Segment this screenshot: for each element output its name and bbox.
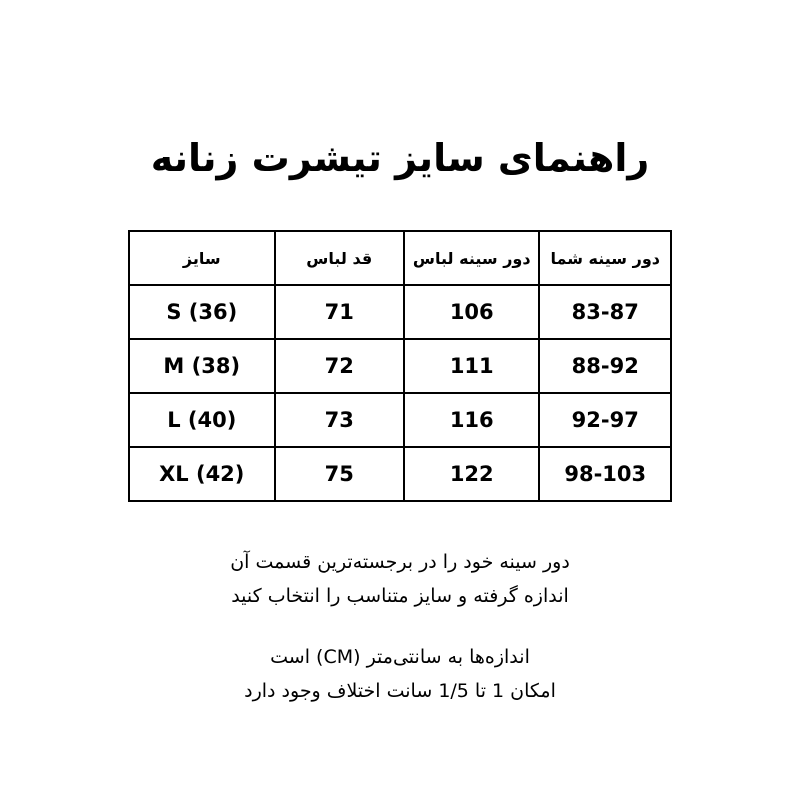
cell-your-chest: 92-97 (539, 393, 671, 447)
header-garment-length: قد لباس (275, 231, 405, 285)
measurement-instruction (0, 545, 800, 613)
table-row (129, 393, 671, 447)
cell-garment-length: 71 (275, 285, 405, 339)
measurement-instruction-line-2: اندازه گرفته و سایز متناسب را انتخاب کنید (231, 585, 569, 607)
header-your-chest: دور سینه شما (539, 231, 671, 285)
unit-note-line-1: اندازه‌ها به سانتی‌متر (CM) است (270, 646, 530, 668)
unit-note-line-2: امکان 1 تا 1/5 سانت اختلاف وجود دارد (244, 680, 556, 702)
cell-garment-chest: 106 (404, 285, 539, 339)
table-row (129, 339, 671, 393)
cell-garment-chest: 116 (404, 393, 539, 447)
cell-garment-length: 72 (275, 339, 405, 393)
table-row (129, 285, 671, 339)
cell-size: S (36) (129, 285, 275, 339)
cell-size: XL (42) (129, 447, 275, 501)
cell-your-chest: 98-103 (539, 447, 671, 501)
cell-garment-chest: 122 (404, 447, 539, 501)
cell-size: M (38) (129, 339, 275, 393)
size-chart-table (128, 230, 672, 502)
header-size: سایز (129, 231, 275, 285)
cell-garment-length: 75 (275, 447, 405, 501)
measurement-instruction-line-1: دور سینه خود را در برجسته‌ترین قسمت آن (230, 551, 570, 573)
cell-size: L (40) (129, 393, 275, 447)
cell-your-chest: 83-87 (539, 285, 671, 339)
table-header-row (129, 231, 671, 285)
unit-note (0, 640, 800, 708)
table-row (129, 447, 671, 501)
page-title: راهنمای سایز تیشرت زنانه (150, 136, 650, 180)
cell-your-chest: 88-92 (539, 339, 671, 393)
header-garment-chest: دور سینه لباس (404, 231, 539, 285)
cell-garment-chest: 111 (404, 339, 539, 393)
cell-garment-length: 73 (275, 393, 405, 447)
